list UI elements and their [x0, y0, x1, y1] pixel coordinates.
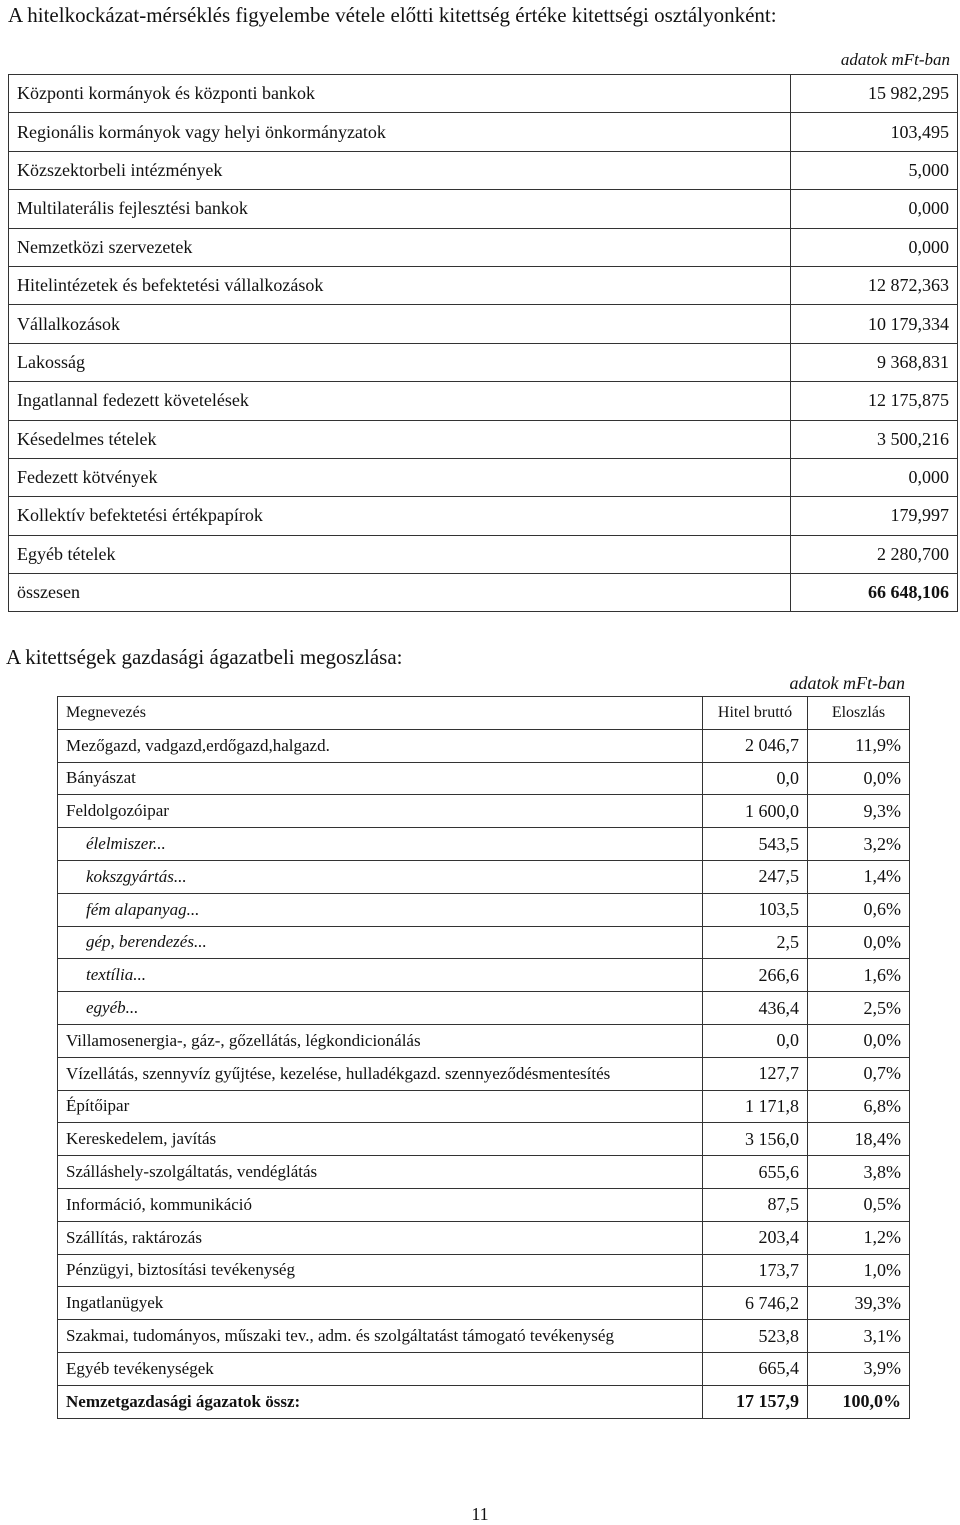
exposure-class-label: Multilaterális fejlesztési bankok — [9, 190, 791, 228]
exposure-value: 3 500,216 — [791, 420, 958, 458]
exposure-class-label: Regionális kormányok vagy helyi önkormányzatok — [9, 113, 791, 151]
table-row — [58, 860, 910, 893]
share-value: 3,1% — [808, 1320, 910, 1353]
exposure-class-label: Ingatlannal fedezett követelések — [9, 382, 791, 420]
table-row — [58, 1090, 910, 1123]
gross-value: 436,4 — [703, 992, 808, 1025]
sector-label: Szálláshely-szolgáltatás, vendéglátás — [58, 1156, 703, 1189]
exposure-value: 10 179,334 — [791, 305, 958, 343]
sector-label: egyéb... — [58, 992, 703, 1025]
table-row — [9, 190, 958, 228]
table-row — [58, 1123, 910, 1156]
exposure-value: 12 175,875 — [791, 382, 958, 420]
gross-value: 173,7 — [703, 1254, 808, 1287]
gross-value: 103,5 — [703, 893, 808, 926]
sector-unit-note: adatok mFt-ban — [789, 673, 905, 693]
table-row — [9, 382, 958, 420]
gross-value: 2,5 — [703, 926, 808, 959]
gross-value: 247,5 — [703, 860, 808, 893]
table-row — [9, 343, 958, 381]
exposure-class-label: Közszektorbeli intézmények — [9, 151, 791, 189]
share-value: 1,0% — [808, 1254, 910, 1287]
exposure-class-label: Egyéb tételek — [9, 535, 791, 573]
exposure-value: 5,000 — [791, 151, 958, 189]
total-gross: 17 157,9 — [703, 1385, 808, 1418]
table-row — [58, 1254, 910, 1287]
share-value: 2,5% — [808, 992, 910, 1025]
share-value: 0,5% — [808, 1188, 910, 1221]
share-value: 0,7% — [808, 1057, 910, 1090]
sector-label: Ingatlanügyek — [58, 1287, 703, 1320]
table-row — [9, 535, 958, 573]
share-value: 0,0% — [808, 762, 910, 795]
sector-label: Pénzügyi, biztosítási tevékenység — [58, 1254, 703, 1287]
sector-label: Villamosenergia-, gáz-, gőzellátás, légkondicionálás — [58, 1024, 703, 1057]
sector-label: élelmiszer... — [58, 828, 703, 861]
exposure-class-title: A hitelkockázat-mérséklés figyelembe vétele előtti kitettség értéke kitettségi osztályonként: — [8, 3, 777, 27]
exposure-value: 12 872,363 — [791, 266, 958, 304]
sector-label: textília... — [58, 959, 703, 992]
share-value: 39,3% — [808, 1287, 910, 1320]
exposure-class-label: Lakosság — [9, 343, 791, 381]
sector-label: Egyéb tevékenységek — [58, 1352, 703, 1385]
gross-value: 127,7 — [703, 1057, 808, 1090]
gross-value: 655,6 — [703, 1156, 808, 1189]
total-value: 66 648,106 — [791, 574, 958, 612]
gross-value: 543,5 — [703, 828, 808, 861]
exposure-value: 2 280,700 — [791, 535, 958, 573]
gross-value: 87,5 — [703, 1188, 808, 1221]
sector-label: fém alapanyag... — [58, 893, 703, 926]
share-value: 6,8% — [808, 1090, 910, 1123]
sector-label: gép, berendezés... — [58, 926, 703, 959]
gross-value: 203,4 — [703, 1221, 808, 1254]
table-row — [9, 420, 958, 458]
sector-breakdown-title: A kitettségek gazdasági ágazatbeli megoszlása: — [6, 645, 403, 669]
table-row — [58, 1287, 910, 1320]
share-value: 0,0% — [808, 1024, 910, 1057]
exposure-value: 0,000 — [791, 190, 958, 228]
gross-value: 266,6 — [703, 959, 808, 992]
gross-value: 6 746,2 — [703, 1287, 808, 1320]
share-value: 3,2% — [808, 828, 910, 861]
table-row — [58, 893, 910, 926]
table-row — [9, 151, 958, 189]
total-share: 100,0% — [808, 1385, 910, 1418]
sector-breakdown-table — [57, 696, 910, 1419]
sector-label: Szakmai, tudományos, műszaki tev., adm. és szolgáltatást támogató tevékenység — [58, 1320, 703, 1353]
sector-label: Vízellátás, szennyvíz gyűjtése, kezelése, hulladékgazd. szennyeződésmentesítés — [58, 1057, 703, 1090]
total-label: Nemzetgazdasági ágazatok össz: — [58, 1385, 703, 1418]
sector-label: Bányászat — [58, 762, 703, 795]
table-row — [58, 1188, 910, 1221]
gross-value: 1 171,8 — [703, 1090, 808, 1123]
table-row — [58, 926, 910, 959]
table-row — [58, 959, 910, 992]
table-row — [58, 1024, 910, 1057]
table-header-row — [58, 697, 910, 730]
share-value: 0,0% — [808, 926, 910, 959]
exposure-value: 0,000 — [791, 458, 958, 496]
exposure-class-label: Késedelmes tételek — [9, 420, 791, 458]
table-row — [9, 497, 958, 535]
table-row — [9, 75, 958, 113]
share-value: 11,9% — [808, 729, 910, 762]
gross-value: 0,0 — [703, 762, 808, 795]
exposure-unit-note: adatok mFt-ban — [840, 50, 950, 69]
share-value: 1,6% — [808, 959, 910, 992]
share-value: 0,6% — [808, 893, 910, 926]
table-row — [58, 729, 910, 762]
exposure-class-label: Hitelintézetek és befektetési vállalkozások — [9, 266, 791, 304]
gross-value: 3 156,0 — [703, 1123, 808, 1156]
share-value: 3,9% — [808, 1352, 910, 1385]
gross-value: 0,0 — [703, 1024, 808, 1057]
table-row — [58, 1221, 910, 1254]
table-row — [9, 266, 958, 304]
table-row — [58, 828, 910, 861]
total-row — [58, 1385, 910, 1418]
sector-label: Mezőgazd, vadgazd,erdőgazd,halgazd. — [58, 729, 703, 762]
gross-value: 523,8 — [703, 1320, 808, 1353]
exposure-class-table — [8, 74, 958, 612]
exposure-class-label: Vállalkozások — [9, 305, 791, 343]
page-number: 11 — [471, 1504, 489, 1524]
share-value: 9,3% — [808, 795, 910, 828]
exposure-value: 9 368,831 — [791, 343, 958, 381]
table-row — [9, 228, 958, 266]
share-value: 3,8% — [808, 1156, 910, 1189]
table-row — [58, 795, 910, 828]
table-row — [9, 113, 958, 151]
table-row — [58, 1057, 910, 1090]
share-value: 1,4% — [808, 860, 910, 893]
table-row — [58, 1156, 910, 1189]
gross-value: 665,4 — [703, 1352, 808, 1385]
exposure-class-label: Kollektív befektetési értékpapírok — [9, 497, 791, 535]
exposure-class-label: Központi kormányok és központi bankok — [9, 75, 791, 113]
total-row — [9, 574, 958, 612]
exposure-class-label: Fedezett kötvények — [9, 458, 791, 496]
header-name: Megnevezés — [58, 697, 703, 730]
share-value: 18,4% — [808, 1123, 910, 1156]
table-row — [9, 305, 958, 343]
exposure-value: 15 982,295 — [791, 75, 958, 113]
table-row — [58, 1352, 910, 1385]
table-row — [58, 1320, 910, 1353]
table-row — [58, 762, 910, 795]
share-value: 1,2% — [808, 1221, 910, 1254]
exposure-class-label: Nemzetközi szervezetek — [9, 228, 791, 266]
header-share: Eloszlás — [808, 697, 910, 730]
sector-label: Információ, kommunikáció — [58, 1188, 703, 1221]
total-label: összesen — [9, 574, 791, 612]
sector-label: kokszgyártás... — [58, 860, 703, 893]
gross-value: 2 046,7 — [703, 729, 808, 762]
gross-value: 1 600,0 — [703, 795, 808, 828]
header-gross: Hitel bruttó — [703, 697, 808, 730]
table-row — [9, 458, 958, 496]
exposure-value: 0,000 — [791, 228, 958, 266]
sector-label: Szállítás, raktározás — [58, 1221, 703, 1254]
sector-label: Feldolgozóipar — [58, 795, 703, 828]
table-row — [58, 992, 910, 1025]
exposure-value: 179,997 — [791, 497, 958, 535]
sector-label: Építőipar — [58, 1090, 703, 1123]
sector-label: Kereskedelem, javítás — [58, 1123, 703, 1156]
exposure-value: 103,495 — [791, 113, 958, 151]
